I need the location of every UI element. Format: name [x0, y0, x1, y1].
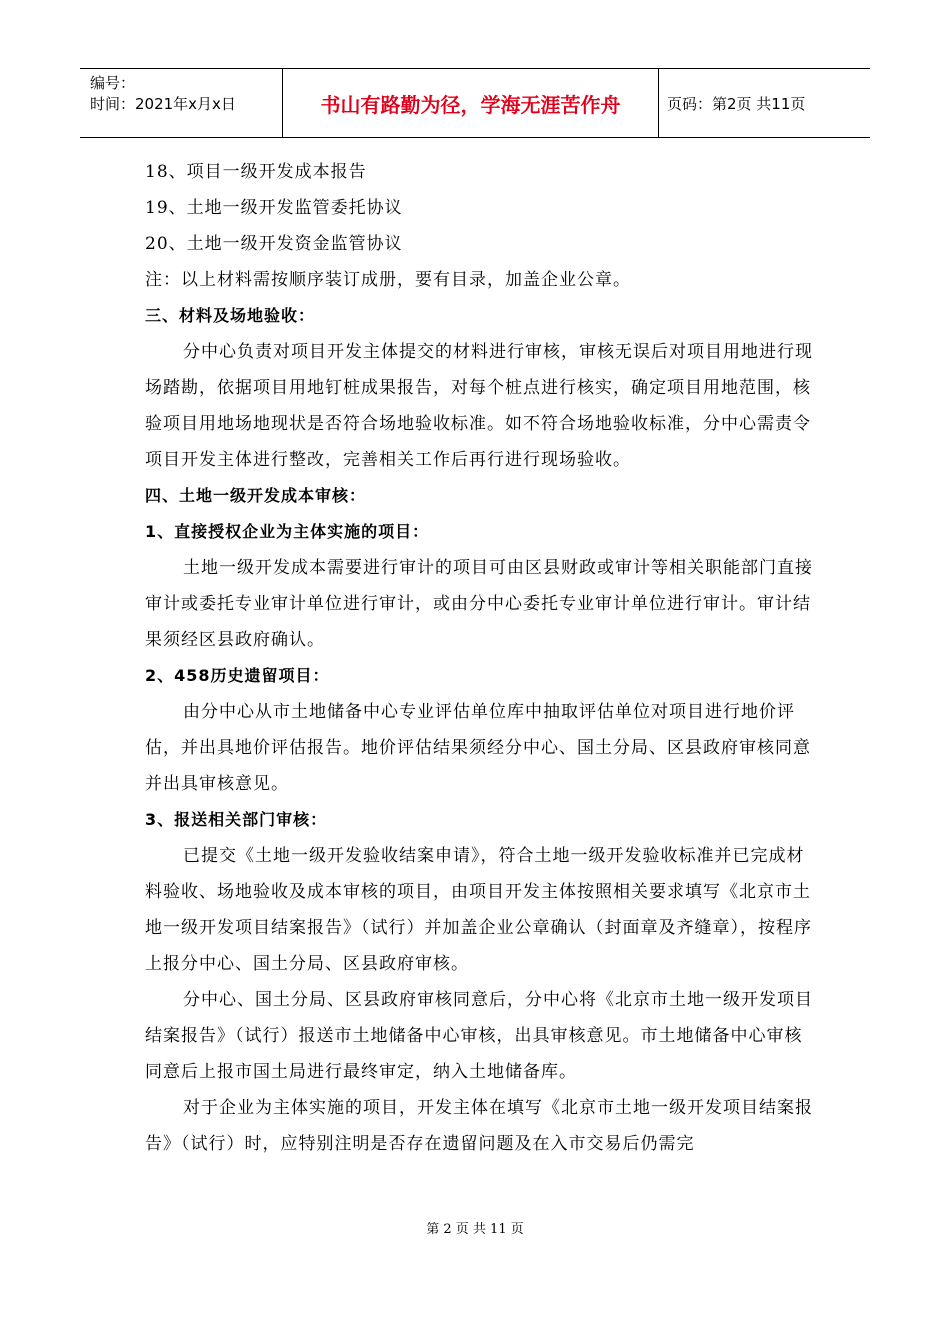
page-footer: 第 2 页 共 11 页: [426, 1222, 524, 1237]
header-motto: 书山有路勤为径，学海无涯苦作舟: [283, 69, 659, 137]
section-heading: 三、材料及场地验收：: [145, 306, 316, 325]
paragraph: 土地一级开发成本需要进行审计的项目可由区县财政或审计等相关职能部门直接审计或委托专业审计单位进行审计，或由分中心委托专业审计单位进行审计。审计结果须经区县政府确认。: [145, 558, 813, 650]
list-item: 19、土地一级开发监管委托协议: [145, 198, 403, 218]
paragraph: 由分中心从市土地储备中心专业评估单位库中抽取评估单位对项目进行地价评估，并出具地价评估报告。地价评估结果须经分中心、国土分局、区县政府审核同意并出具审核意见。: [145, 702, 811, 794]
document-body: [145, 154, 815, 1162]
paragraph: 已提交《土地一级开发验收结案申请》，符合土地一级开发验收标准并已完成材料验收、场地验收及成本审核的项目，由项目开发主体按照相关要求填写《北京市土地一级开发项目结案报告》（试行）并加盖企业公章确认（封面章及齐缝章），按程序上报分中心、国土分局、区县政府审核。: [145, 846, 812, 974]
note-paragraph: 注：以上材料需按顺序装订成册，要有目录，加盖企业公章。: [145, 270, 631, 290]
document-number-label: 编号：: [90, 74, 136, 92]
list-item: 20、土地一级开发资金监管协议: [145, 234, 403, 254]
subsection-heading: 1、直接授权企业为主体实施的项目：: [145, 522, 430, 541]
header-meta: [80, 69, 283, 137]
page-header: [80, 68, 870, 138]
paragraph: 分中心、国土分局、区县政府审核同意后，分中心将《北京市土地一级开发项目结案报告》（试行）报送市土地储备中心审核，出具审核意见。市土地储备中心审核同意后上报市国土局进行最终审定，纳入土地储备库。: [145, 990, 813, 1082]
document-date: 时间：2021年x月x日: [90, 95, 236, 113]
subsection-heading: 2、458历史遗留项目：: [145, 666, 330, 685]
paragraph: 对于企业为主体实施的项目，开发主体在填写《北京市土地一级开发项目结案报告》（试行）时，应特别注明是否存在遗留问题及在入市交易后仍需完: [145, 1098, 813, 1154]
subsection-heading: 3、报送相关部门审核：: [145, 810, 328, 829]
header-page-info: 页码：第2页 共11页: [667, 94, 806, 113]
section-heading: 四、土地一级开发成本审核：: [145, 486, 367, 505]
paragraph: 分中心负责对项目开发主体提交的材料进行审核，审核无误后对项目用地进行现场踏勘，依据项目用地钉桩成果报告，对每个桩点进行核实，确定项目用地范围，核验项目用地场地现状是否符合场地验收标准。如不符合场地验收标准，分中心需责令项目开发主体进行整改，完善相关工作后再行进行现场验收。: [145, 342, 813, 470]
list-item: 18、项目一级开发成本报告: [145, 162, 367, 182]
